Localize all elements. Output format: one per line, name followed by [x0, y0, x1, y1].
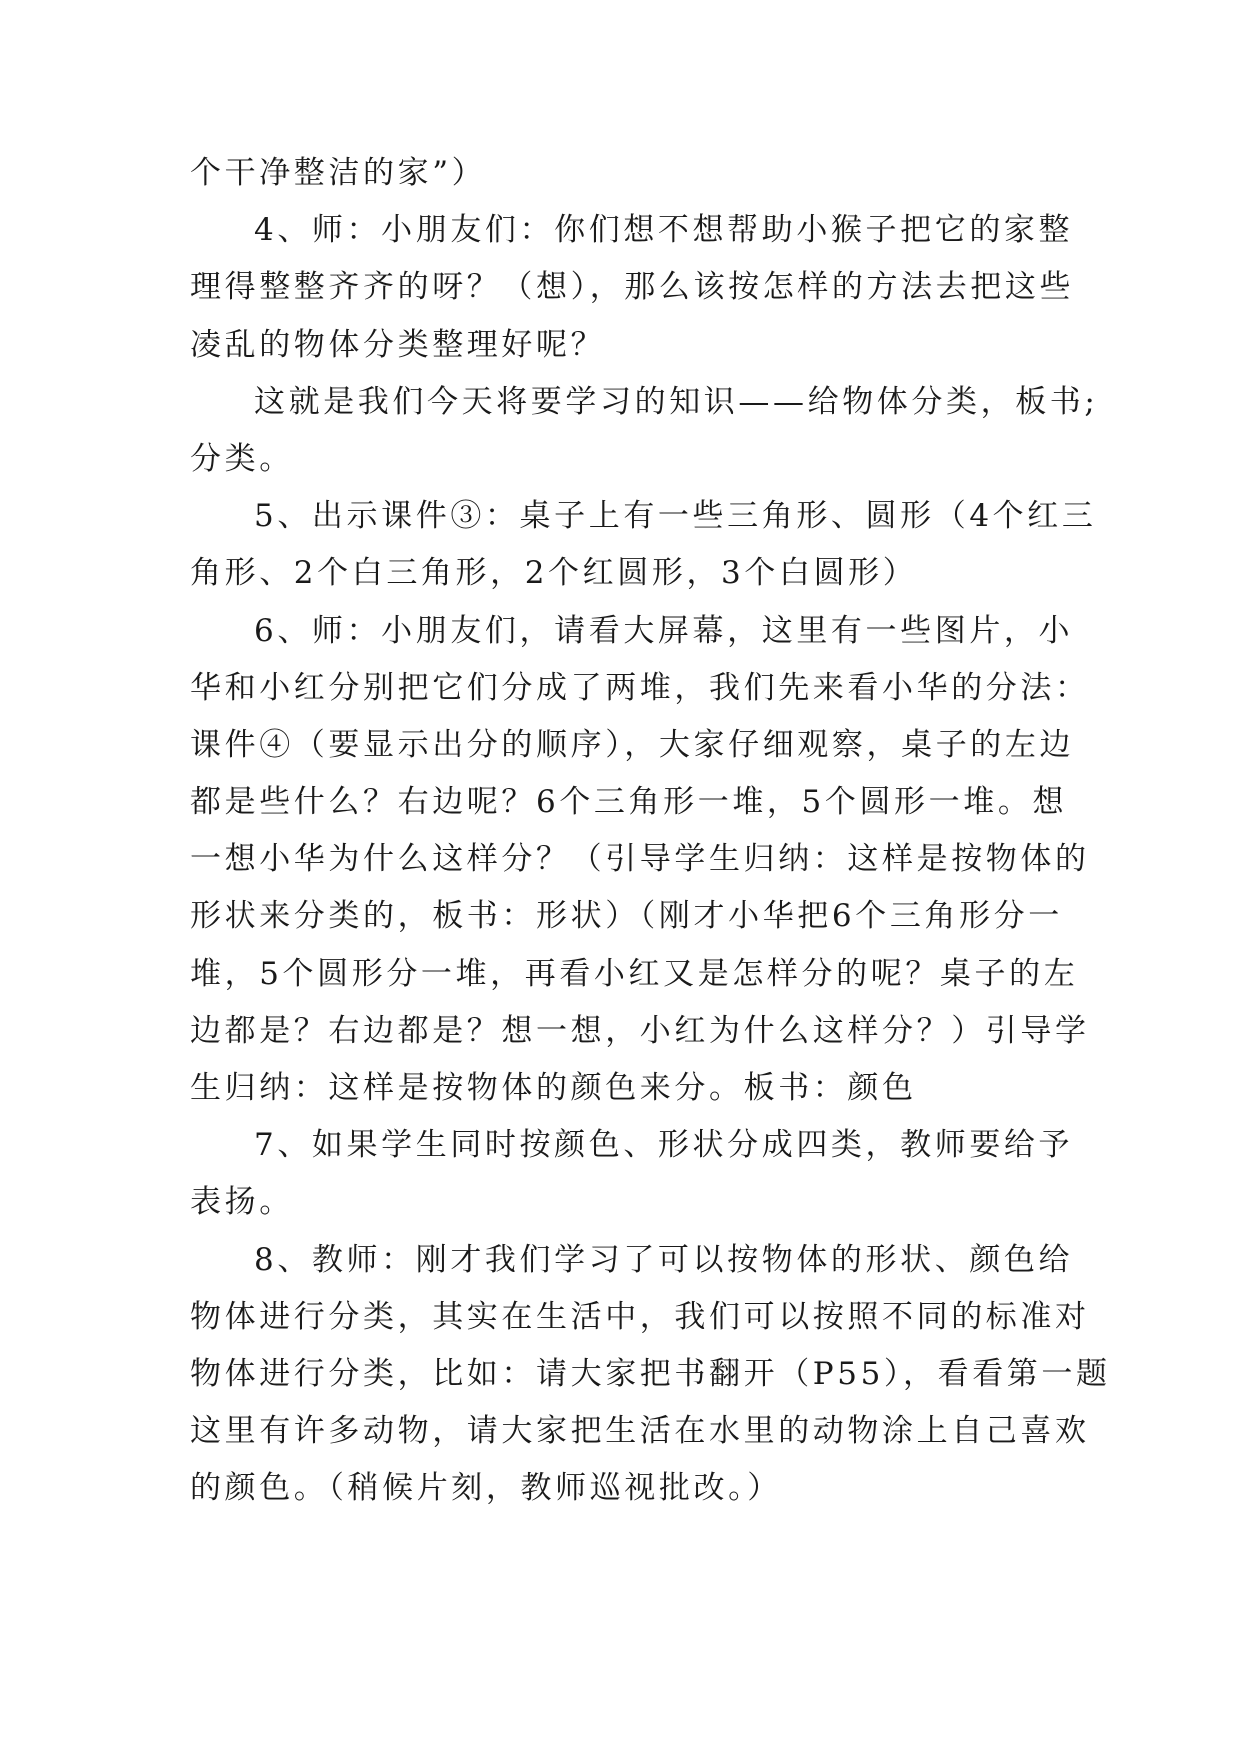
text-line: 4、师：小朋友们：你们想不想帮助小猴子把它的家整: [254, 212, 1074, 249]
paragraph-step-5: [190, 488, 1097, 602]
text-line: 这里有许多动物，请大家把生活在水里的动物涂上自己喜欢: [190, 1413, 1090, 1450]
text-line: 物体进行分类，比如：请大家把书翻开（P55），看看第一题: [190, 1355, 1111, 1392]
text-line: 个干净整洁的家”）: [190, 155, 487, 191]
text-line: 这就是我们今天将要学习的知识——给物体分类，板书;: [254, 383, 1099, 420]
text-line: 理得整整齐齐的呀？（想），那么该按怎样的方法去把这些: [190, 269, 1075, 306]
text-line: 课件④（要显示出分的顺序），大家仔细观察，桌子的左边: [190, 726, 1075, 763]
text-line: 生归纳：这样是按物体的颜色来分。板书：颜色: [190, 1070, 917, 1106]
paragraph-step-4: [190, 202, 1075, 374]
text-line: 物体进行分类，其实在生活中，我们可以按照不同的标准对: [190, 1298, 1090, 1335]
paragraph-lesson-intro: [190, 374, 1099, 488]
text-line: 华和小红分别把它们分成了两堆，我们先来看小华的分法：: [190, 669, 1090, 706]
text-line: 都是些什么？右边呢？6个三角形一堆，5个圆形一堆。想: [190, 784, 1068, 821]
paragraph-step-6: [190, 603, 1090, 1118]
text-line: 角形、2个白三角形，2个红圆形，3个白圆形）: [190, 555, 918, 592]
text-line: 堆，5个圆形分一堆，再看小红又是怎样分的呢？桌子的左: [190, 955, 1079, 992]
text-line: 凌乱的物体分类整理好呢？: [190, 326, 606, 363]
paragraph-step-8: [190, 1232, 1111, 1518]
text-line: 表扬。: [190, 1184, 294, 1221]
text-line: 一想小华为什么这样分？（引导学生归纳：这样是按物体的: [190, 841, 1090, 878]
paragraph-step-7: [190, 1117, 1074, 1231]
text-line: 8、教师：刚才我们学习了可以按物体的形状、颜色给: [254, 1241, 1074, 1278]
text-line: 5、出示课件③：桌子上有一些三角形、圆形（4个红三: [254, 498, 1097, 535]
text-line: 的颜色。（稍候片刻，教师巡视批改。）: [190, 1470, 782, 1507]
text-line: 分类。: [190, 440, 294, 477]
text-line: 7、如果学生同时按颜色、形状分成四类，教师要给予: [254, 1127, 1074, 1164]
text-line: 边都是？右边都是？想一想，小红为什么这样分？）引导学: [190, 1012, 1090, 1049]
text-line: 6、师：小朋友们，请看大屏幕，这里有一些图片，小: [254, 612, 1074, 649]
text-line: 形状来分类的，板书：形状）（刚才小华把6个三角形分一: [190, 898, 1063, 935]
paragraph-continuation: [190, 145, 1070, 202]
document-page: [190, 145, 1111, 1518]
